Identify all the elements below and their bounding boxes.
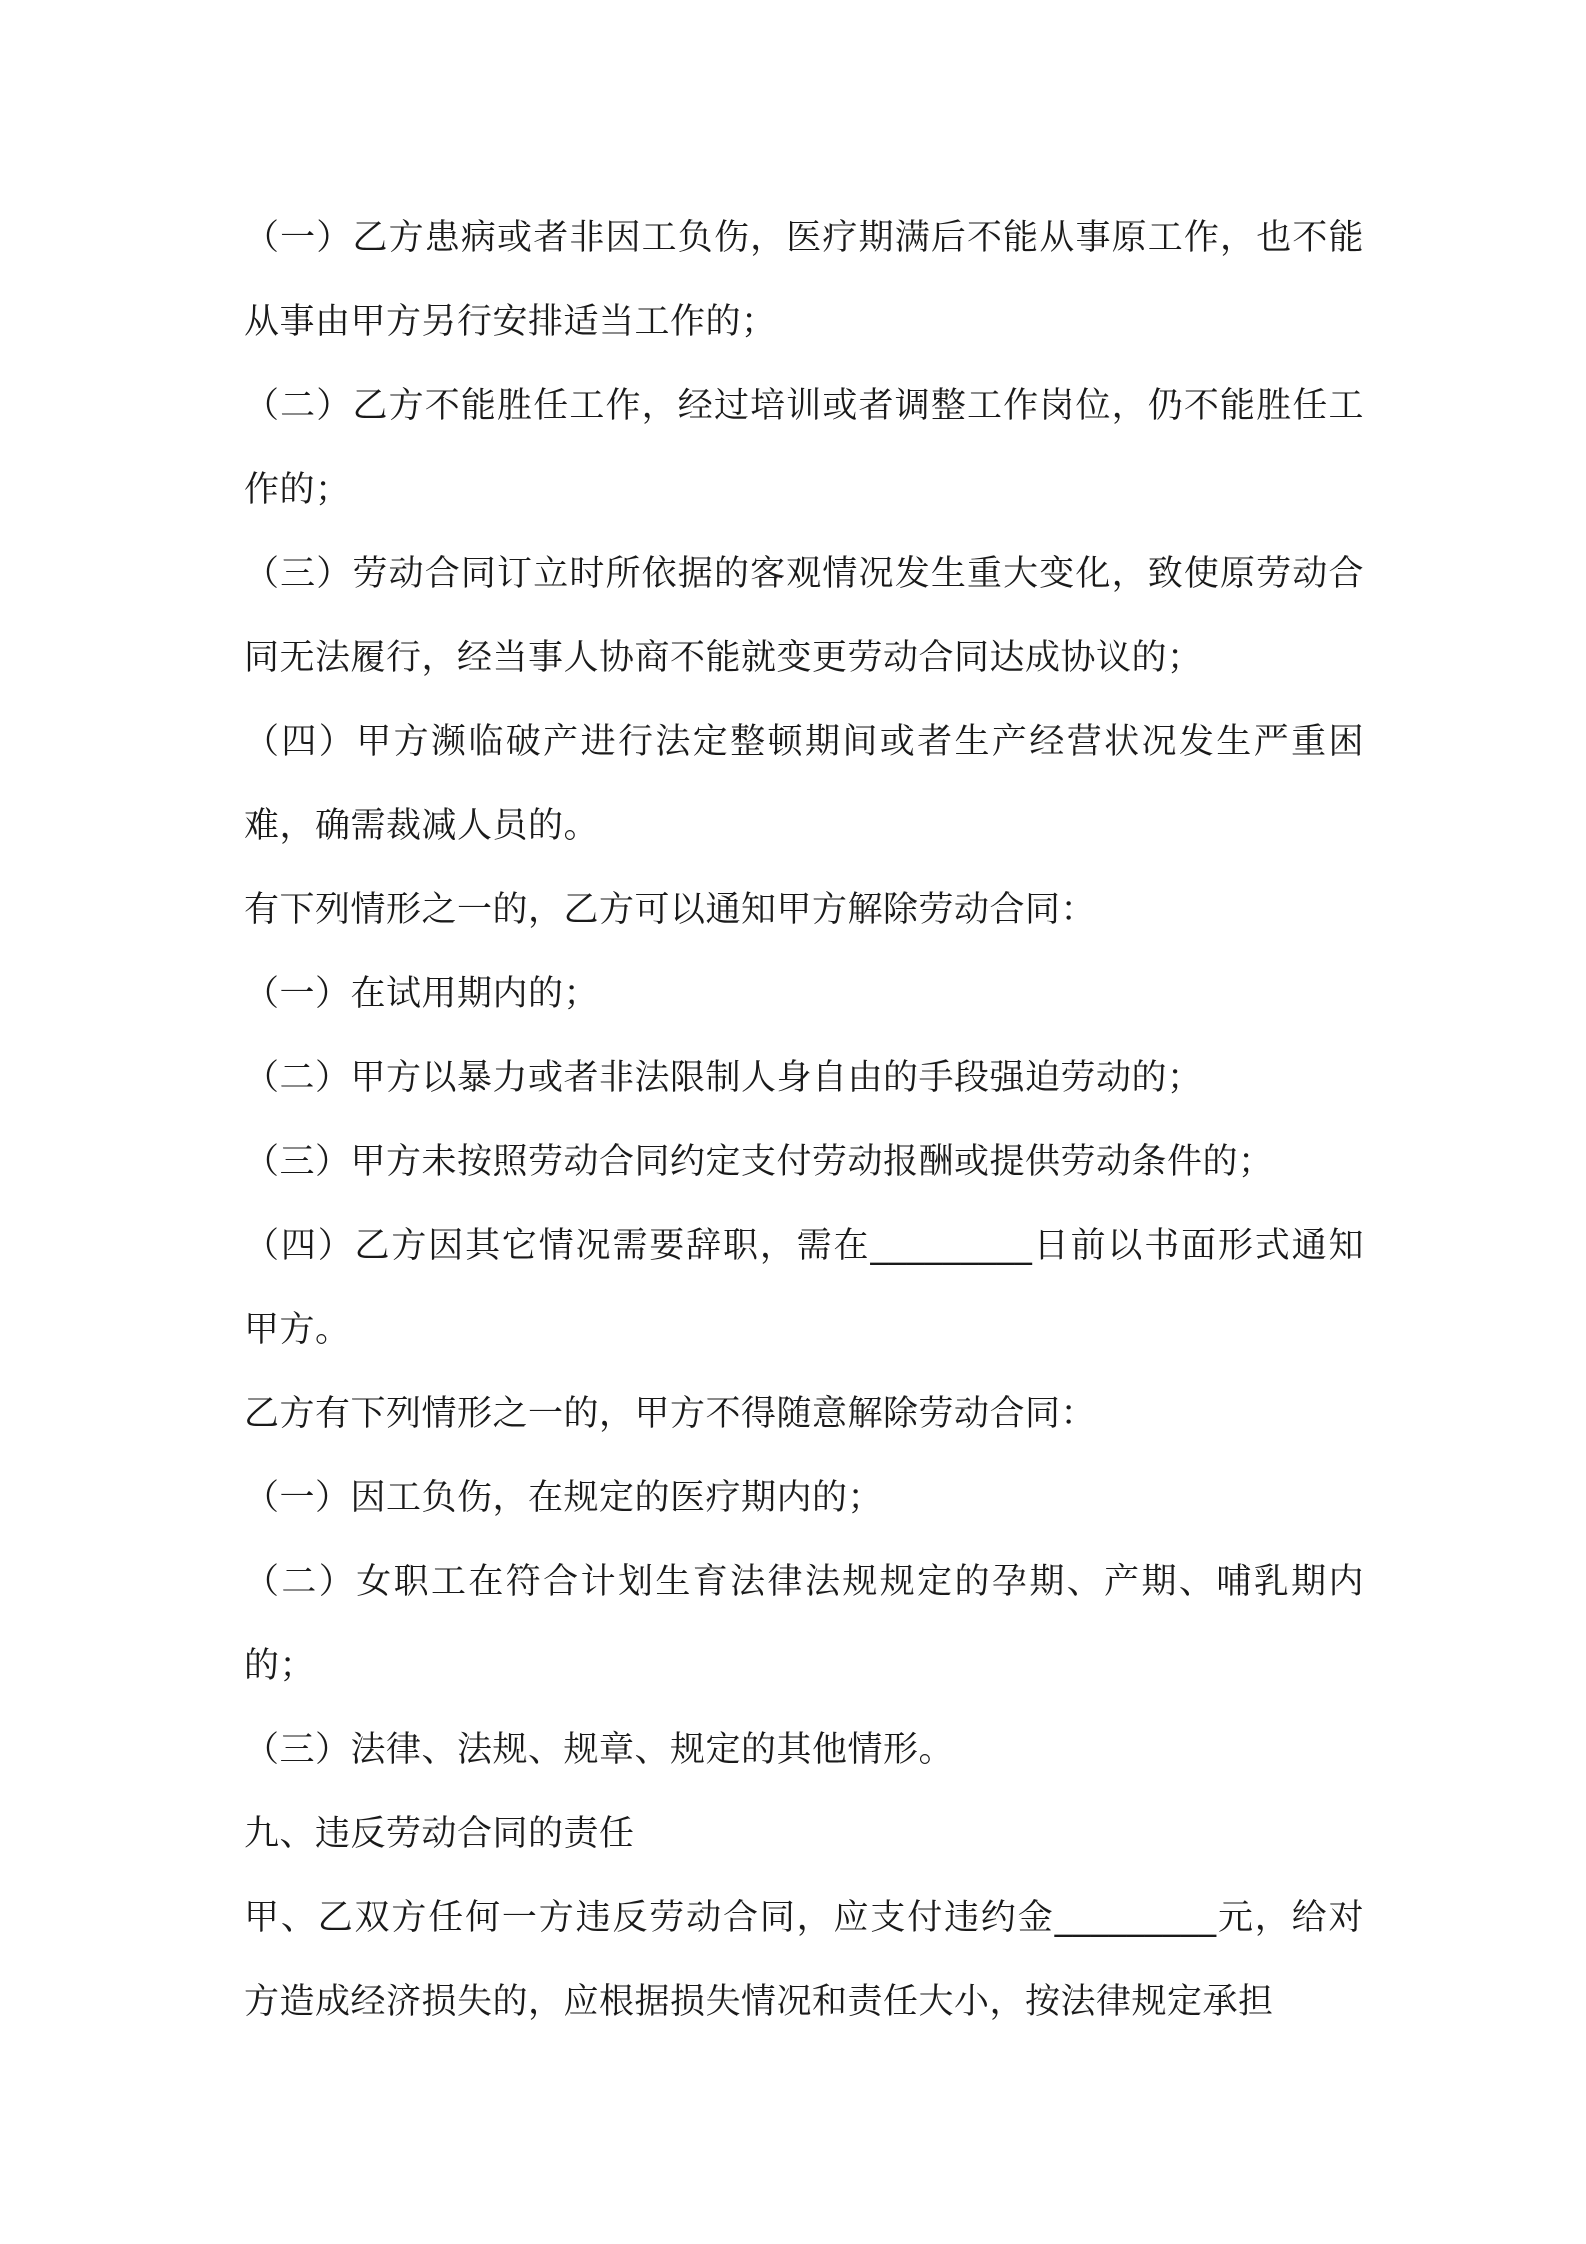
paragraph-11: （一）因工负伤，在规定的医疗期内的； (244, 1478, 884, 1518)
paragraph-15: 甲、乙双方任何一方违反劳动合同，应支付违约金_________元，给对方造成经济损失的，应根据损失情况和责任大小，按法律规定承担 (244, 1898, 1364, 2022)
paragraph-1: （一）乙方患病或者非因工负伤，医疗期满后不能从事原工作，也不能从事由甲方另行安排适当工作的； (244, 218, 1364, 342)
section-heading: 九、违反劳动合同的责任 (244, 1814, 635, 1854)
paragraph-5: 有下列情形之一的，乙方可以通知甲方解除劳动合同： (244, 890, 1097, 930)
paragraph-10: 乙方有下列情形之一的，甲方不得随意解除劳动合同： (244, 1394, 1097, 1434)
paragraph-12: （二）女职工在符合计划生育法律法规规定的孕期、产期、哺乳期内的； (244, 1562, 1364, 1686)
paragraph-6: （一）在试用期内的； (244, 974, 600, 1014)
paragraph-2: （二）乙方不能胜任工作，经过培训或者调整工作岗位，仍不能胜任工作的； (244, 386, 1364, 510)
paragraph-3: （三）劳动合同订立时所依据的客观情况发生重大变化，致使原劳动合同无法履行，经当事人协商不能就变更劳动合同达成协议的； (244, 554, 1364, 678)
paragraph-4: （四）甲方濒临破产进行法定整顿期间或者生产经营状况发生严重困难，确需裁减人员的。 (244, 722, 1364, 846)
paragraph-9: （四）乙方因其它情况需要辞职，需在_________日前以书面形式通知甲方。 (244, 1226, 1364, 1350)
paragraph-8: （三）甲方未按照劳动合同约定支付劳动报酬或提供劳动条件的； (244, 1142, 1274, 1182)
paragraph-7: （二）甲方以暴力或者非法限制人身自由的手段强迫劳动的； (244, 1058, 1203, 1098)
paragraph-13: （三）法律、法规、规章、规定的其他情形。 (244, 1730, 955, 1770)
document-body (244, 196, 1364, 2044)
